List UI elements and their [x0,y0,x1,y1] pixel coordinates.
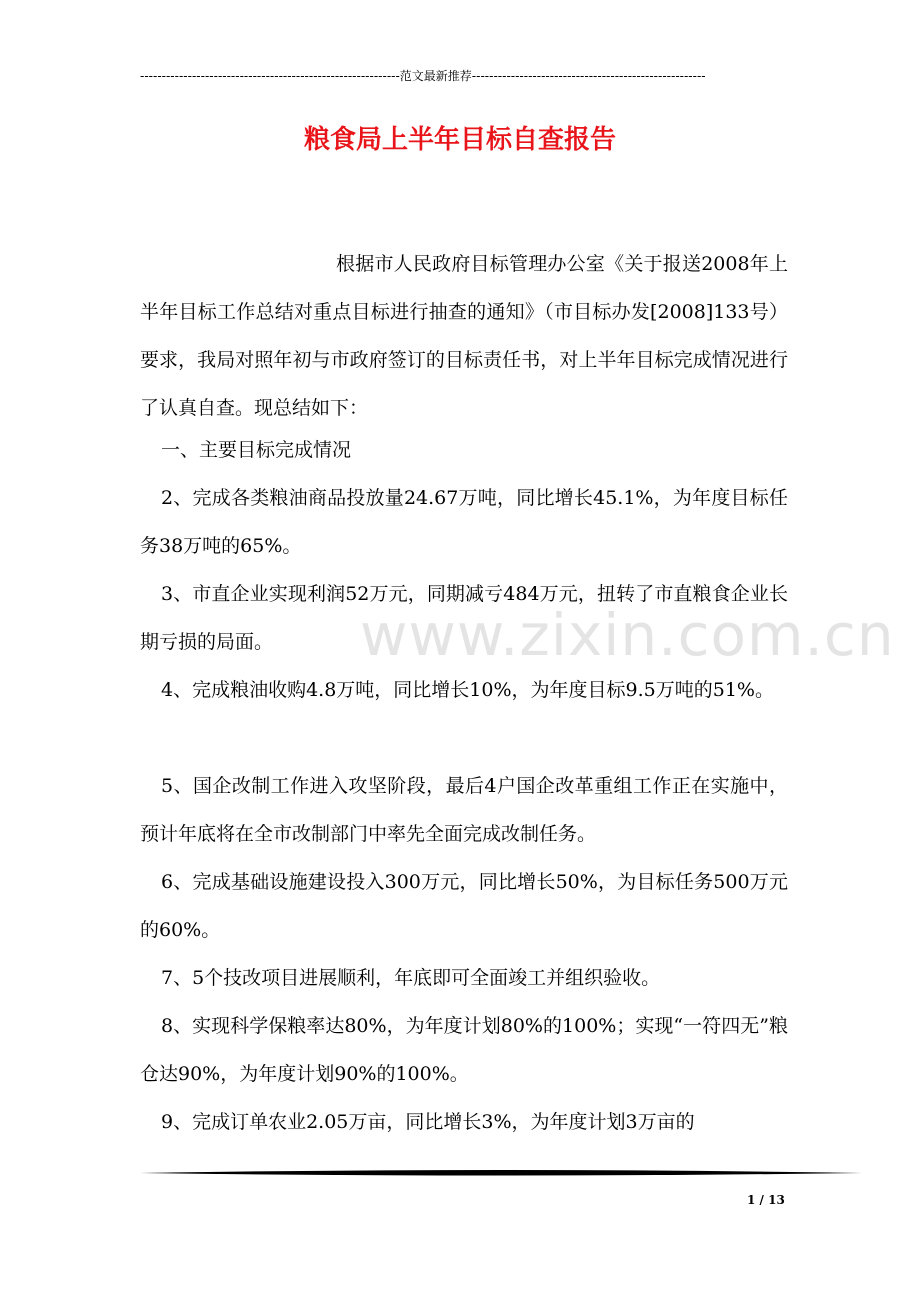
header-recommend-banner: ------------------------------------------------------------范文最新推荐------------------------------------------------------ [140,69,706,83]
document-title: 粮食局上半年目标自查报告 [303,125,616,155]
list-item: 6、完成基础设施建设投入300万元，同比增长50%，为目标任务500万元的60%。 [140,871,788,941]
intro-paragraph: 根据市人民政府目标管理办公室《关于报送2008年上半年目标工作总结对重点目标进行抽查的通知》（市目标办发[2008]133号）要求，我局对照年初与市政府签订的目标责任书，对上半年目标完成情况进行了认真自查。现总结如下： [140,253,788,419]
footer-divider [140,1166,862,1178]
list-item: 4、完成粮油收购4.8万吨，同比增长10%，为年度目标9.5万吨的51%。 [161,679,774,701]
list-item: 9、完成订单农业2.05万亩，同比增长3%，为年度计划3万亩的 [161,1111,695,1133]
list-item: 2、完成各类粮油商品投放量24.67万吨，同比增长45.1%，为年度目标任务38万吨的65%。 [140,487,788,557]
watermark-text: www.zixin.com.cn [360,601,895,669]
section-heading: 一、主要目标完成情况 [161,439,352,461]
list-item: 7、5个技改项目进展顺利，年底即可全面竣工并组织验收。 [161,967,661,989]
list-item: 5、国企改制工作进入攻坚阶段，最后4户国企改革重组工作正在实施中，预计年底将在全市改制部门中率先全面完成改制任务。 [140,775,788,845]
list-item: 8、实现科学保粮率达80%，为年度计划80%的100%；实现“一符四无”粮仓达90%，为年度计划90%的100%。 [140,1015,788,1085]
list-item: 3、市直企业实现利润52万元，同期减亏484万元，扭转了市直粮食企业长期亏损的局面。 [140,583,788,653]
page-number: 1 / 13 [747,1193,785,1207]
